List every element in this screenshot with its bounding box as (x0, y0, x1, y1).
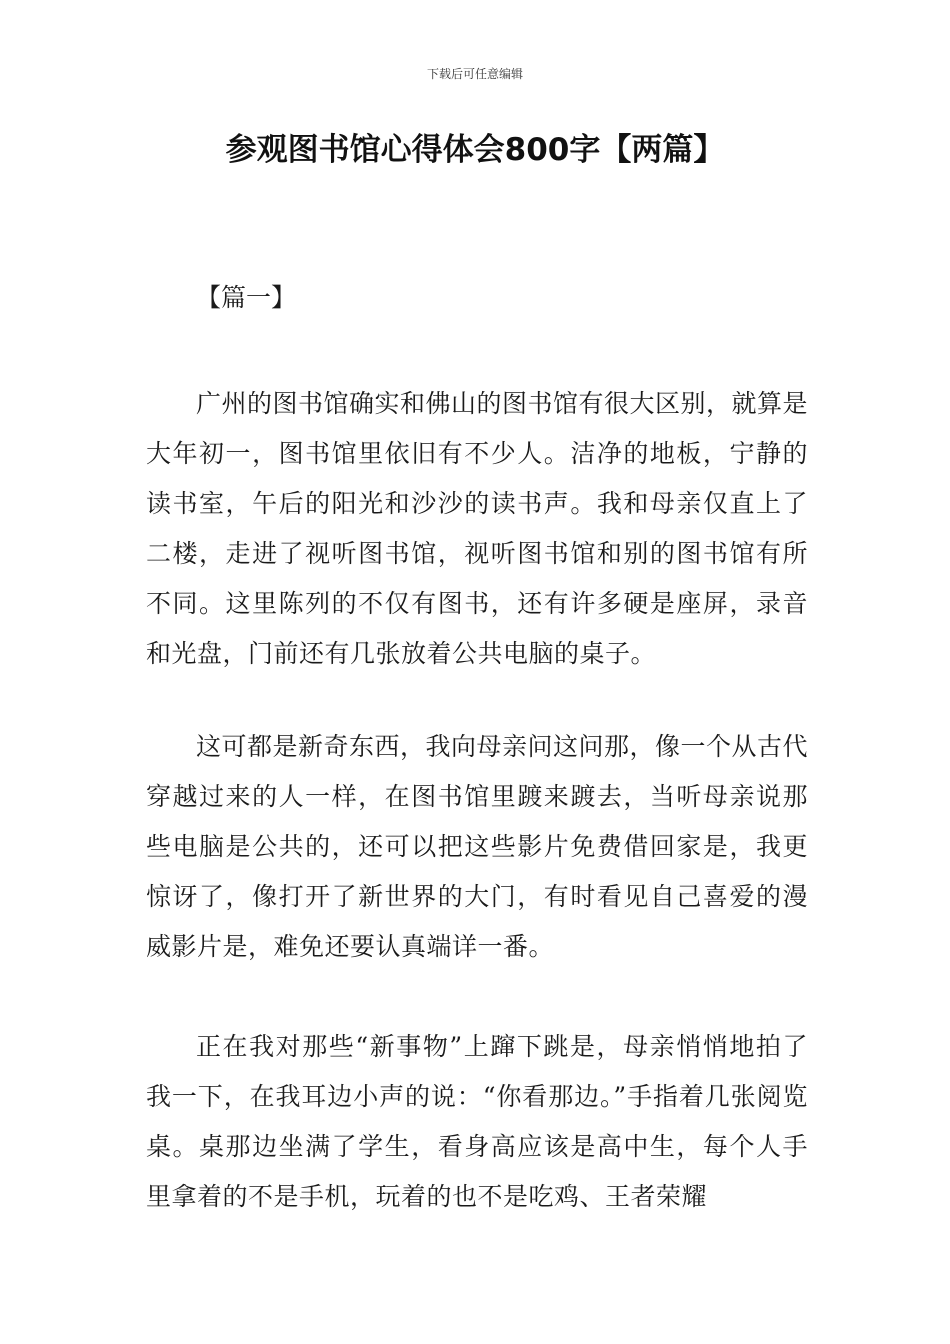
paragraph-2: 这可都是新奇东西，我向母亲问这问那，像一个从古代穿越过来的人一样，在图书馆里踱来踱去，当听母亲说那些电脑是公共的，还可以把这些影片免费借回家是，我更惊讶了，像打开了新世界的大门，有时看见自己喜爱的漫威影片是，难免还要认真端详一番。 (146, 732, 809, 961)
document-title: 参观图书馆心得体会800字【两篇】 (225, 132, 725, 168)
section-label: 【篇一】 (196, 283, 297, 312)
paragraph-3: 正在我对那些“新事物”上蹿下跳是，母亲悄悄地拍了我一下，在我耳边小声的说：“你看那边。”手指着几张阅览桌。桌那边坐满了学生，看身高应该是高中生，每个人手里拿着的不是手机，玩着的也不是吃鸡、王者荣耀 (146, 1032, 808, 1211)
header-note: 下载后可任意编辑 (426, 67, 523, 81)
paragraph-1: 广州的图书馆确实和佛山的图书馆有很大区别，就算是大年初一，图书馆里依旧有不少人。洁净的地板，宁静的读书室，午后的阳光和沙沙的读书声。我和母亲仅直上了二楼，走进了视听图书馆，视听图书馆和别的图书馆有所不同。这里陈列的不仅有图书，还有许多硬是座屏，录音和光盘，门前还有几张放着公共电脑的桌子。 (146, 389, 809, 668)
